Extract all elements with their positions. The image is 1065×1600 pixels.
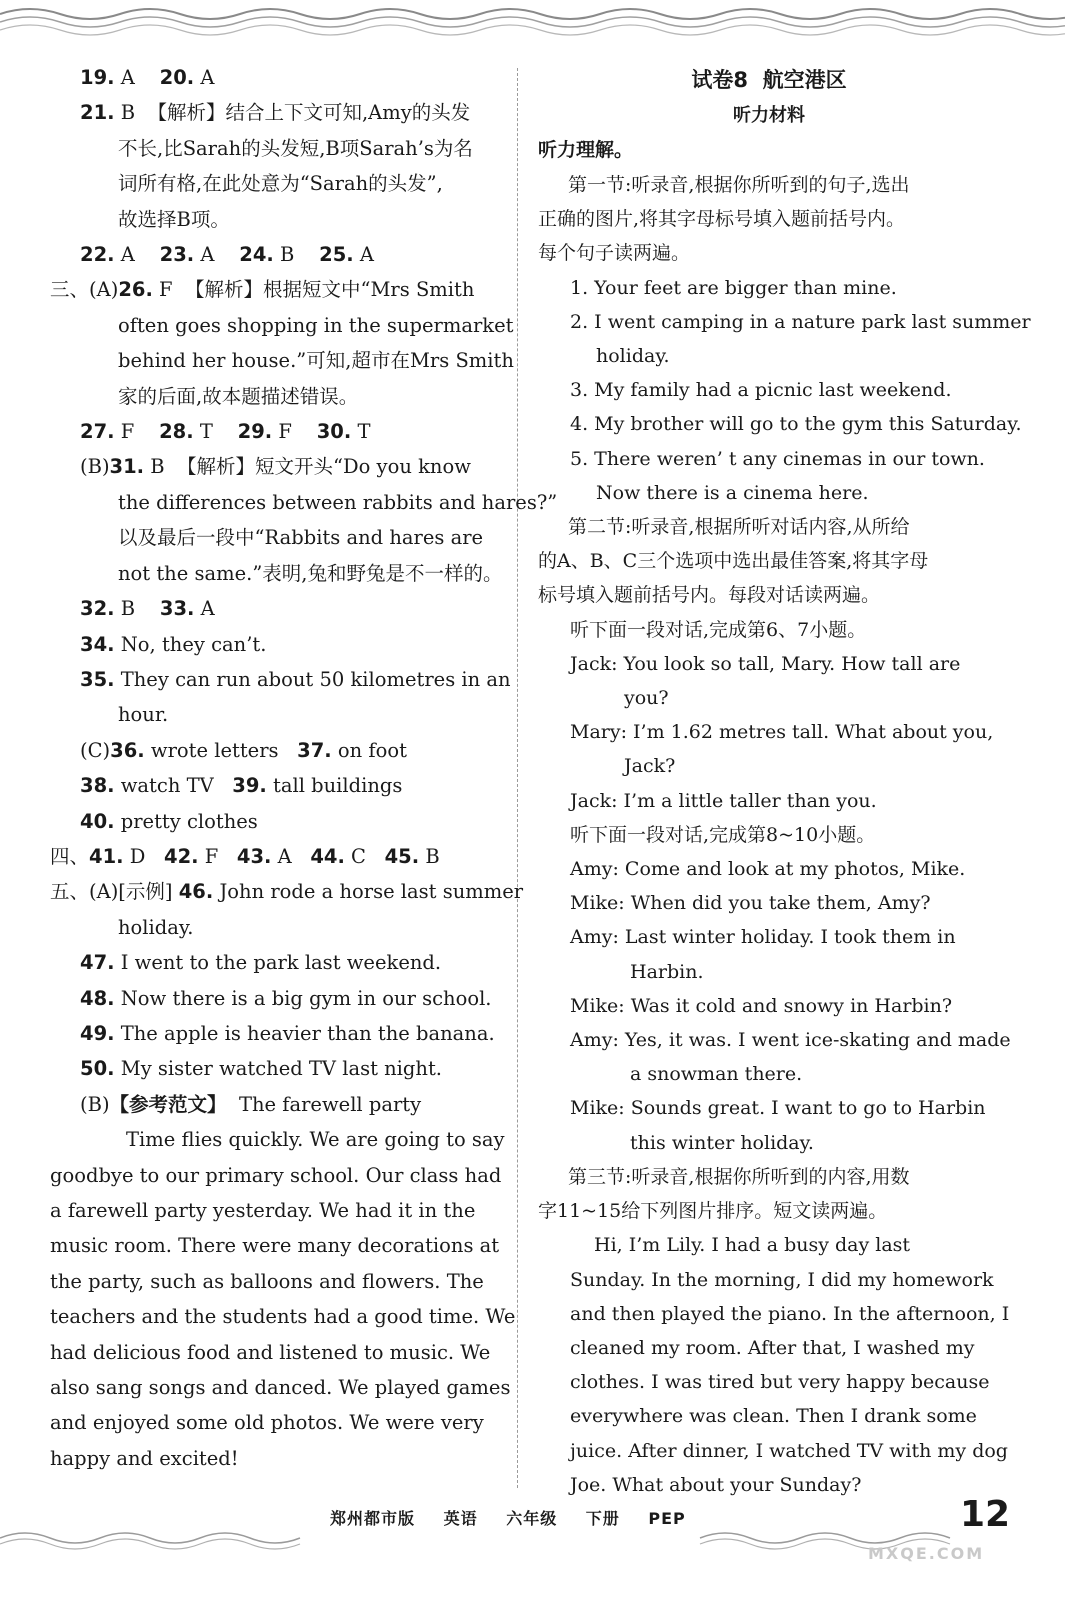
answer-line: a farewell party yesterday. We had it in the [50, 1199, 476, 1222]
answer-line: happy and excited! [50, 1446, 239, 1470]
listening-line: 每个句子读两遍。 [538, 242, 691, 265]
top-wave-border [0, 0, 1065, 48]
answer-line: 词所有格,在此处意为“Sarah的头发”, [118, 172, 443, 196]
listening-line: Amy: Last winter holiday. I took them in [570, 926, 956, 949]
footer-subject: 英语 [443, 1509, 478, 1528]
footer-version: PEP [648, 1509, 686, 1528]
answer-line: goodbye to our primary school. Our class had [50, 1163, 502, 1187]
answer-line: 47. I went to the park last weekend. [80, 951, 442, 975]
answer-line: 三、(A)26. F 【解析】根据短文中“Mrs Smith [50, 278, 475, 302]
listening-line: 听下面一段对话,完成第6、7小题。 [570, 618, 867, 641]
listening-line: and then played the piano. In the afternoon, I [570, 1302, 1010, 1325]
answer-line: 21. B 【解析】结合上下文可知,Amy的头发 [80, 101, 471, 125]
listening-heading: 听力理解。 [538, 139, 634, 161]
listening-line: 的A、B、C三个选项中选出最佳答案,将其字母 [538, 550, 929, 573]
answer-line: 38. watch TV 39. tall buildings [80, 774, 403, 798]
footer-info [330, 1506, 708, 1529]
column-divider [517, 68, 518, 1488]
answer-line: 故选择B项。 [118, 207, 230, 231]
answer-line: 五、(A)[示例] 46. John rode a horse last summer [50, 880, 524, 904]
answer-line: 家的后面,故本题描述错误。 [118, 384, 359, 408]
answer-line: teachers and the students had a good time. We [50, 1305, 516, 1329]
listening-line: Amy: Yes, it was. I went ice-skating and made [570, 1029, 1011, 1052]
answer-line: 19. A 20. A [80, 66, 215, 89]
listening-line: Now there is a cinema here. [596, 481, 869, 504]
listening-line: 标号填入题前括号内。每段对话读两遍。 [538, 584, 881, 607]
answer-line: and enjoyed some old photos. We were very [50, 1411, 484, 1435]
answer-line: behind her house.”可知,超市在Mrs Smith [118, 349, 514, 373]
answer-line: not the same.”表明,兔和野兔是不一样的。 [118, 561, 503, 585]
answer-line: the differences between rabbits and hares?” [118, 490, 558, 514]
page-number: 12 [960, 1494, 1011, 1535]
listening-line: everywhere was clean. Then I drank some [570, 1405, 977, 1428]
answer-line: had delicious food and listened to music. We [50, 1340, 491, 1364]
answer-line: 48. Now there is a big gym in our school. [80, 986, 492, 1010]
answer-line: 32. B 33. A [80, 597, 215, 621]
answer-line: 不长,比Sarah的头发短,B项Sarah’s为名 [118, 136, 473, 160]
answer-line: 四、41. D 42. F 43. A 44. C 45. B [50, 844, 440, 868]
watermark: MXQE.COM [868, 1544, 985, 1563]
listening-line: 第二节:听录音,根据所听对话内容,从所给 [568, 516, 910, 539]
page-footer [0, 1494, 1065, 1536]
listening-line: 4. My brother will go to the gym this Saturday. [570, 413, 1022, 436]
listening-line: 1. Your feet are bigger than mine. [570, 276, 897, 299]
footer-edition: 郑州都市版 [330, 1509, 416, 1528]
footer-term: 下册 [585, 1509, 620, 1528]
listening-line: 3. My family had a picnic last weekend. [570, 379, 952, 402]
listening-line: Mary: I’m 1.62 metres tall. What about you, [570, 721, 994, 744]
listening-line: cleaned my room. After that, I washed my [570, 1336, 975, 1359]
answer-key-column [50, 60, 558, 1476]
answer-line: 22. A 23. A 24. B 25. A [80, 243, 374, 267]
answer-line: 50. My sister watched TV last night. [80, 1057, 442, 1081]
listening-line: Hi, I’m Lily. I had a busy day last [594, 1234, 911, 1257]
listening-line: Jack? [624, 755, 676, 778]
answer-line: 35. They can run about 50 kilometres in an [80, 667, 511, 691]
listening-line: Amy: Come and look at my photos, Mike. [570, 858, 966, 881]
listening-line: 第三节:听录音,根据你所听到的内容,用数 [568, 1165, 910, 1188]
listening-material-column [538, 60, 1031, 1502]
listening-line: Mike: Sounds great. I want to go to Harbin [570, 1097, 986, 1120]
listening-line: 5. There weren’ t any cinemas in our town. [570, 447, 985, 470]
answer-line: holiday. [118, 915, 194, 939]
section-subtitle: 听力材料 [733, 105, 805, 126]
listening-line: juice. After dinner, I watched TV with my dog [570, 1439, 1008, 1462]
listening-line: 正确的图片,将其字母标号填入题前括号内。 [538, 208, 906, 231]
answer-line: Time flies quickly. We are going to say [126, 1128, 505, 1152]
listening-text [538, 168, 1031, 1502]
listening-line: Jack: You look so tall, Mary. How tall are [570, 652, 961, 675]
answer-line: also sang songs and danced. We played games [50, 1376, 511, 1400]
listening-line: 第一节:听录音,根据你所听到的句子,选出 [568, 174, 910, 196]
exam-title: 试卷8 航空港区 [691, 68, 847, 92]
answer-line: 40. pretty clothes [80, 809, 258, 833]
listening-line: Sunday. In the morning, I did my homework [570, 1268, 994, 1291]
answer-line: the party, such as balloons and flowers. The [50, 1269, 484, 1293]
listening-line: a snowman there. [630, 1063, 803, 1086]
listening-line: Jack: I’m a little taller than you. [570, 789, 877, 812]
listening-line: 字11~15给下列图片排序。短文读两遍。 [538, 1200, 888, 1223]
answer-line: hour. [118, 703, 169, 727]
answer-line: 49. The apple is heavier than the banana. [80, 1021, 495, 1045]
listening-line: 听下面一段对话,完成第8~10小题。 [570, 823, 876, 846]
listening-line: you? [624, 687, 669, 710]
listening-line: Mike: When did you take them, Amy? [570, 892, 931, 915]
answer-line: often goes shopping in the supermarket [118, 313, 514, 337]
answer-line: 以及最后一段中“Rabbits and hares are [118, 526, 484, 550]
listening-line: this winter holiday. [630, 1131, 814, 1154]
listening-line: Harbin. [630, 960, 704, 983]
listening-line: 2. I went camping in a nature park last summer [570, 310, 1031, 333]
footer-grade: 六年级 [506, 1509, 558, 1528]
answer-line: 34. No, they can’t. [80, 632, 267, 656]
listening-line: clothes. I was tired but very happy because [570, 1371, 990, 1394]
answer-line: (B)31. B 【解析】短文开头“Do you know [80, 455, 471, 479]
listening-line: Joe. What about your Sunday? [570, 1473, 862, 1496]
answer-line: (C)36. wrote letters 37. on foot [80, 738, 407, 762]
answer-line: (B)【参考范文】 The farewell party [80, 1092, 422, 1116]
answer-line: 27. F 28. T 29. F 30. T [80, 420, 371, 444]
listening-line: holiday. [596, 345, 670, 368]
answer-line: music room. There were many decorations at [50, 1234, 500, 1258]
listening-line: Mike: Was it cold and snowy in Harbin? [570, 994, 953, 1017]
